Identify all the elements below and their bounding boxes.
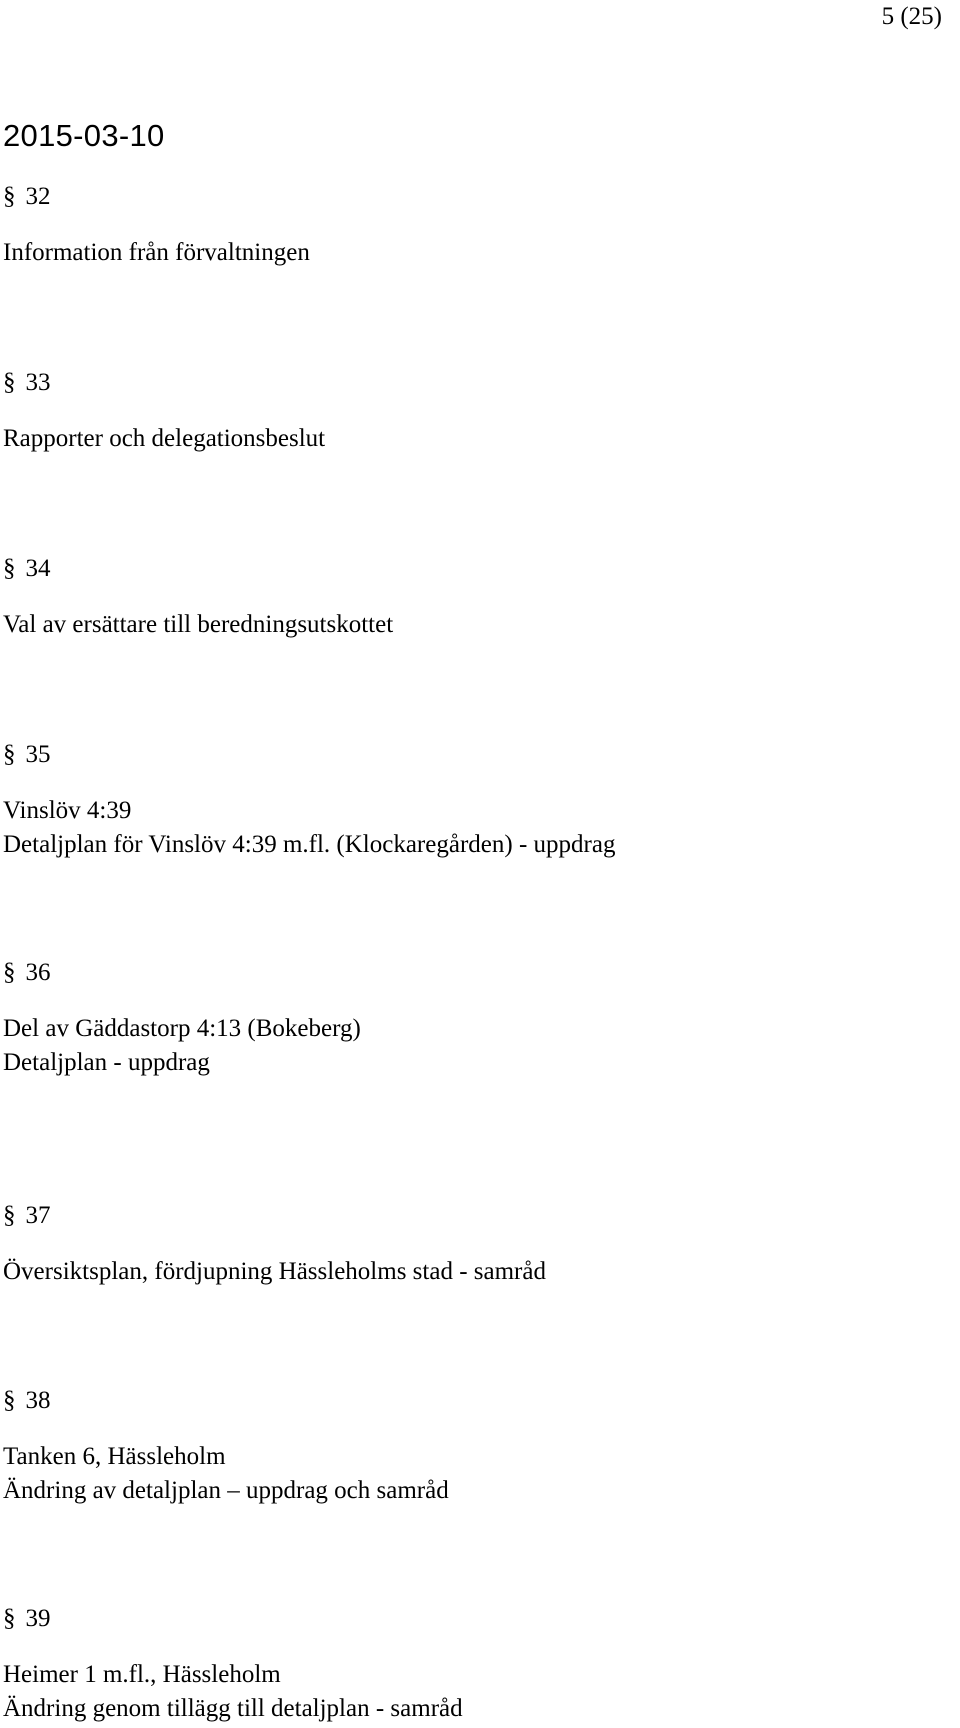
agenda-item-title xyxy=(3,794,615,862)
paragraph-heading xyxy=(3,738,615,772)
paragraph-symbol: § xyxy=(3,369,16,396)
paragraph-heading xyxy=(3,180,310,214)
title-line: Rapporter och delegationsbeslut xyxy=(3,425,326,452)
paragraph-symbol: § xyxy=(3,1605,16,1632)
paragraph-number: 32 xyxy=(25,183,51,210)
paragraph-number: 39 xyxy=(25,1605,51,1632)
agenda-item-36 xyxy=(3,956,361,1080)
agenda-item-37 xyxy=(3,1199,546,1289)
agenda-item-33 xyxy=(3,366,325,456)
title-line: Heimer 1 m.fl., Hässleholm xyxy=(3,1661,281,1688)
paragraph-heading xyxy=(3,1602,463,1636)
page-number: 5 (25) xyxy=(881,3,942,30)
paragraph-number: 38 xyxy=(25,1387,51,1414)
paragraph-heading xyxy=(3,1199,546,1233)
paragraph-symbol: § xyxy=(3,183,16,210)
agenda-item-34 xyxy=(3,552,393,642)
agenda-item-title xyxy=(3,1012,361,1080)
paragraph-heading xyxy=(3,956,361,990)
agenda-item-title xyxy=(3,1255,546,1289)
paragraph-number: 37 xyxy=(25,1202,51,1229)
title-line: Del av Gäddastorp 4:13 (Bokeberg) xyxy=(3,1015,361,1042)
paragraph-heading xyxy=(3,552,393,586)
title-line: Detaljplan för Vinslöv 4:39 m.fl. (Klockaregården) - uppdrag xyxy=(3,831,616,858)
meeting-date: 2015-03-10 xyxy=(3,118,165,153)
agenda-item-39 xyxy=(3,1602,463,1726)
agenda-item-32 xyxy=(3,180,310,270)
paragraph-number: 33 xyxy=(25,369,51,396)
paragraph-heading xyxy=(3,1384,449,1418)
paragraph-number: 36 xyxy=(25,959,51,986)
title-line: Översiktsplan, fördjupning Hässleholms stad - samråd xyxy=(3,1258,546,1285)
agenda-item-35 xyxy=(3,738,615,862)
title-line: Ändring genom tillägg till detaljplan - samråd xyxy=(3,1695,463,1722)
paragraph-symbol: § xyxy=(3,959,16,986)
title-line: Tanken 6, Hässleholm xyxy=(3,1443,226,1470)
agenda-item-title xyxy=(3,1658,463,1726)
title-line: Detaljplan - uppdrag xyxy=(3,1049,210,1076)
paragraph-heading xyxy=(3,366,325,400)
paragraph-symbol: § xyxy=(3,1387,16,1414)
title-line: Ändring av detaljplan – uppdrag och samråd xyxy=(3,1477,449,1504)
title-line: Information från förvaltningen xyxy=(3,239,310,266)
title-line: Val av ersättare till beredningsutskottet xyxy=(3,611,394,638)
paragraph-symbol: § xyxy=(3,1202,16,1229)
paragraph-number: 34 xyxy=(25,555,51,582)
agenda-item-title xyxy=(3,236,310,270)
title-line: Vinslöv 4:39 xyxy=(3,797,132,824)
agenda-item-title xyxy=(3,1440,449,1508)
paragraph-symbol: § xyxy=(3,555,16,582)
paragraph-number: 35 xyxy=(25,741,51,768)
agenda-item-38 xyxy=(3,1384,449,1508)
agenda-item-title xyxy=(3,608,393,642)
agenda-item-title xyxy=(3,422,325,456)
paragraph-symbol: § xyxy=(3,741,16,768)
